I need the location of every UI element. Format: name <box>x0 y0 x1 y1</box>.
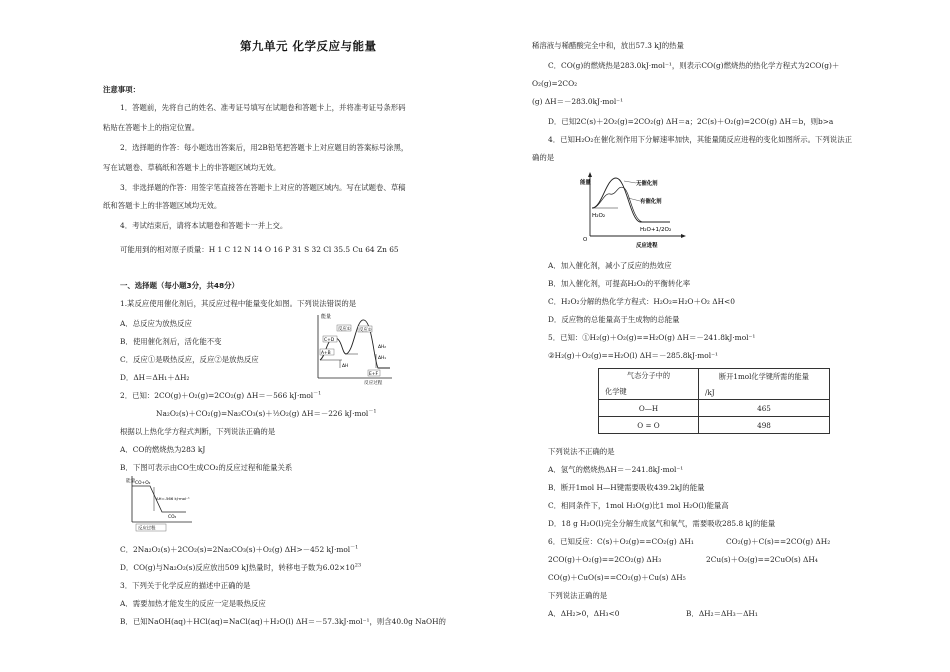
table-cell: 498 <box>699 417 830 434</box>
q2-eq2: Na₂O₂(s)＋CO₂(g)=Na₂CO₃(s)＋½O₂(g) ΔH＝－226 kJ·mol$^{-1}$ <box>156 408 377 418</box>
q2-question: 根据以上热化学方程式判断，下列说法正确的是 <box>120 427 276 436</box>
table-header-cell <box>599 369 699 400</box>
q3-option-a: A．需要加热才能发生的反应一定是吸热反应 <box>120 599 266 608</box>
q6-eq2: CO₂(g)＋C(s)==2CO(g) ΔH₂ <box>726 537 831 546</box>
q6-eq4: 2Cu(s)＋O₂(g)==2CuO(s) ΔH₄ <box>706 555 818 564</box>
q4-stem-cont: 确的是 <box>532 153 555 162</box>
q6-option-a: A．ΔH₂>0，ΔH₃<0 <box>548 609 620 618</box>
q3-option-c-cont: O₂(g)=2CO₂ <box>532 79 578 88</box>
q1-option-d: D．ΔH＝ΔH₁＋ΔH₂ <box>120 373 190 382</box>
q1-fig-ylabel: 能量 <box>321 314 332 320</box>
q4-energy-diagram <box>578 172 688 250</box>
q2-option-d: D．CO(g)与Na₂O₂(s)反应放出509 kJ热量时，转移电子数为$6.02\times 10^{23}$ <box>120 562 362 572</box>
notice-item: 1．答题前，先将自己的姓名、准考证号填写在试题卷和答题卡上，并将准考证号条形码 <box>120 103 406 112</box>
q5-option-b: B．断开1mol H—H键需要吸收439.2kJ的能量 <box>548 483 705 492</box>
header-line: 化学键 <box>605 387 627 396</box>
q3-stem: 3．下列关于化学反应的描述中正确的是 <box>120 581 251 590</box>
q5-option-d: D．18 g H₂O(l)完全分解生成氢气和氧气，需要吸收285.8 kJ的能量 <box>548 519 776 528</box>
q2-energy-diagram <box>128 474 196 532</box>
q5-stem-2: ②H₂(g)＋O₂(g)==H₂O(l) ΔH＝－285.8kJ·mol⁻¹ <box>548 351 718 360</box>
q1-option-b: B．使用催化剂后，活化能不变 <box>120 337 222 346</box>
q3-b-continued: 稀溶液与稀醋酸完全中和，放出57.3 kJ的热量 <box>532 41 684 50</box>
q1-fig-dh2: ΔH₂ <box>378 345 387 350</box>
q5-option-c: C．相同条件下，1mol H₂O(g)比1 mol H₂O(l)能量高 <box>548 501 729 510</box>
table-cell: O—H <box>599 400 699 417</box>
q6-question: 下列说法正确的是 <box>548 591 608 600</box>
q3-option-b: B．已知NaOH(aq)＋HCl(aq)=NaCl(aq)＋H₂O(l) ΔH＝－57.3kJ·mol⁻¹，则含40.0g NaOH的 <box>120 617 446 626</box>
q2-option-a: A．CO的燃烧热为283 kJ <box>120 445 206 454</box>
header-line: 气态分子中的 <box>626 371 671 380</box>
q4-fig-prod: H₂O+1/2O₂ <box>640 227 672 233</box>
notice-item: 纸和答题卡上的非答题区域均无效。 <box>103 201 222 210</box>
q3-option-c: C．CO(g)的燃烧热是283.0kJ·mol⁻¹，则表示CO(g)燃烧热的热化学方程式为2CO(g)＋ <box>548 61 840 70</box>
q4-option-d: D．反应物的总能量高于生成物的总能量 <box>548 315 680 324</box>
q5-question: 下列说法不正确的是 <box>548 447 615 456</box>
q4-option-c: C．H₂O₂分解的热化学方程式：H₂O₂=H₂O＋O₂ ΔH<0 <box>548 297 735 306</box>
q1-stem: 1.某反应使用催化剂后，其反应过程中能量变化如图。下列说法错误的是 <box>120 299 357 308</box>
section-heading: 一、选择题（每小题3分，共48分） <box>120 281 239 290</box>
table-cell: 465 <box>699 400 830 417</box>
q4-option-b: B．加入催化剂，可提高H₂O₂的平衡转化率 <box>548 279 691 288</box>
q4-fig-origin: O <box>583 237 588 243</box>
notice-item: 写在试题卷、草稿纸和答题卡上的非答题区域均无效。 <box>103 163 281 172</box>
q4-stem: 4．已知H₂O₂在催化剂作用下分解速率加快，其能量随反应进程的变化如图所示。下列说法正 <box>548 135 852 144</box>
q2-option-b: B．下图可表示由CO生成CO₂的反应过程和能量关系 <box>120 463 293 472</box>
q2-fig-ylabel: 能量 <box>126 479 136 484</box>
q6-eq1: 6．已知反应：C(s)＋O₂(g)==CO₂(g) ΔH₁ <box>548 537 694 546</box>
q4-fig-no-cat: 无催化剂 <box>636 181 658 187</box>
q2-option-c: C．2Na₂O₂(s)＋2CO₂(s)=2Na₂CO₃(s)＋O₂(g) ΔH>－452 kJ·mol$^{-1}$ <box>120 544 359 554</box>
table-row <box>599 400 830 417</box>
q2-fig-dh: ΔH=-566 kJ·mol⁻¹ <box>156 496 190 501</box>
q4-fig-ylabel: 能量 <box>580 180 591 186</box>
bond-energy-table <box>598 368 830 434</box>
table-row <box>599 417 830 434</box>
q4-fig-cat: 有催化剂 <box>640 199 662 205</box>
q1-fig-dh1: ΔH₁ <box>378 356 387 361</box>
notice-item: 2．选择题的作答：每小题选出答案后，用2B铅笔把答题卡上对应题目的答案标号涂黑， <box>120 143 409 152</box>
header-line: /kJ <box>705 387 715 397</box>
q2-fig-xlabel: 反应过程 <box>138 526 156 532</box>
page-title: 第九单元 化学反应与能量 <box>240 39 377 53</box>
notice-item: 粘贴在答题卡上的指定位置。 <box>103 123 200 132</box>
q3-option-d: D．已知2C(s)＋2O₂(g)=2CO₂(g) ΔH＝a；2C(s)＋O₂(g)=2CO(g) ΔH＝b，则b>a <box>548 117 834 126</box>
q1-option-c: C．反应①是吸热反应，反应②是放热反应 <box>120 355 259 364</box>
atomic-masses: 可能用到的相对原子质量：H 1 C 12 N 14 O 16 P 31 S 32 Cl 35.5 Cu 64 Zn 65 <box>120 245 399 254</box>
q6-eq5: CO(g)＋CuO(s)==CO₂(g)＋Cu(s) ΔH₅ <box>548 573 686 582</box>
notice-item: 4．考试结束后，请将本试题卷和答题卡一并上交。 <box>120 221 288 230</box>
q1-fig-ef: E+F <box>369 372 378 377</box>
q1-option-a: A．总反应为放热反应 <box>120 319 192 328</box>
notice-item: 3．非选择题的作答：用签字笔直接答在答题卡上对应的答题区域内。写在试题卷、草稿 <box>120 183 406 192</box>
q6-eq3: 2CO(g)＋O₂(g)==2CO₂(g) ΔH₃ <box>548 555 662 564</box>
q4-fig-h2o2: H₂O₂ <box>592 213 606 219</box>
header-line: 断开1mol化学键所需的能量 <box>719 371 809 381</box>
table-header-cell <box>699 369 830 400</box>
q1-fig-r2: 反应② <box>359 328 372 333</box>
table-row <box>599 369 830 400</box>
notice-heading: 注意事项： <box>103 85 140 94</box>
q2-eq1: 2．已知：2CO(g)＋O₂(g)=2CO₂(g) ΔH＝－566 kJ·mol$^{-1}$ <box>120 390 322 400</box>
q2-fig-top: CO+O₂ <box>135 481 151 486</box>
table-cell: O = O <box>599 417 699 434</box>
q1-energy-diagram <box>312 312 396 386</box>
q6-option-b: B．ΔH₂＝ΔH₃－ΔH₁ <box>686 609 758 618</box>
q1-fig-r1: 反应① <box>338 327 351 332</box>
q4-fig-xlabel: 反应进程 <box>636 243 658 249</box>
q1-fig-cd: C+D <box>324 338 335 343</box>
q4-option-a: A．加入催化剂，减小了反应的热效应 <box>548 261 672 270</box>
q1-fig-ab: A+B <box>321 351 331 356</box>
q2-fig-bottom: CO₂ <box>168 515 177 520</box>
q3-option-c-cont2: (g) ΔH＝－283.0kJ·mol⁻¹ <box>532 97 624 106</box>
q5-option-a: A．氢气的燃烧热ΔH＝－241.8kJ·mol⁻¹ <box>548 465 684 474</box>
q5-stem: 5．已知：①H₂(g)＋O₂(g)==H₂O(g) ΔH＝－241.8kJ·mol⁻¹ <box>548 333 756 342</box>
q1-fig-dh: ΔH <box>342 364 349 369</box>
q1-fig-xlabel: 反应过程 <box>364 381 383 386</box>
